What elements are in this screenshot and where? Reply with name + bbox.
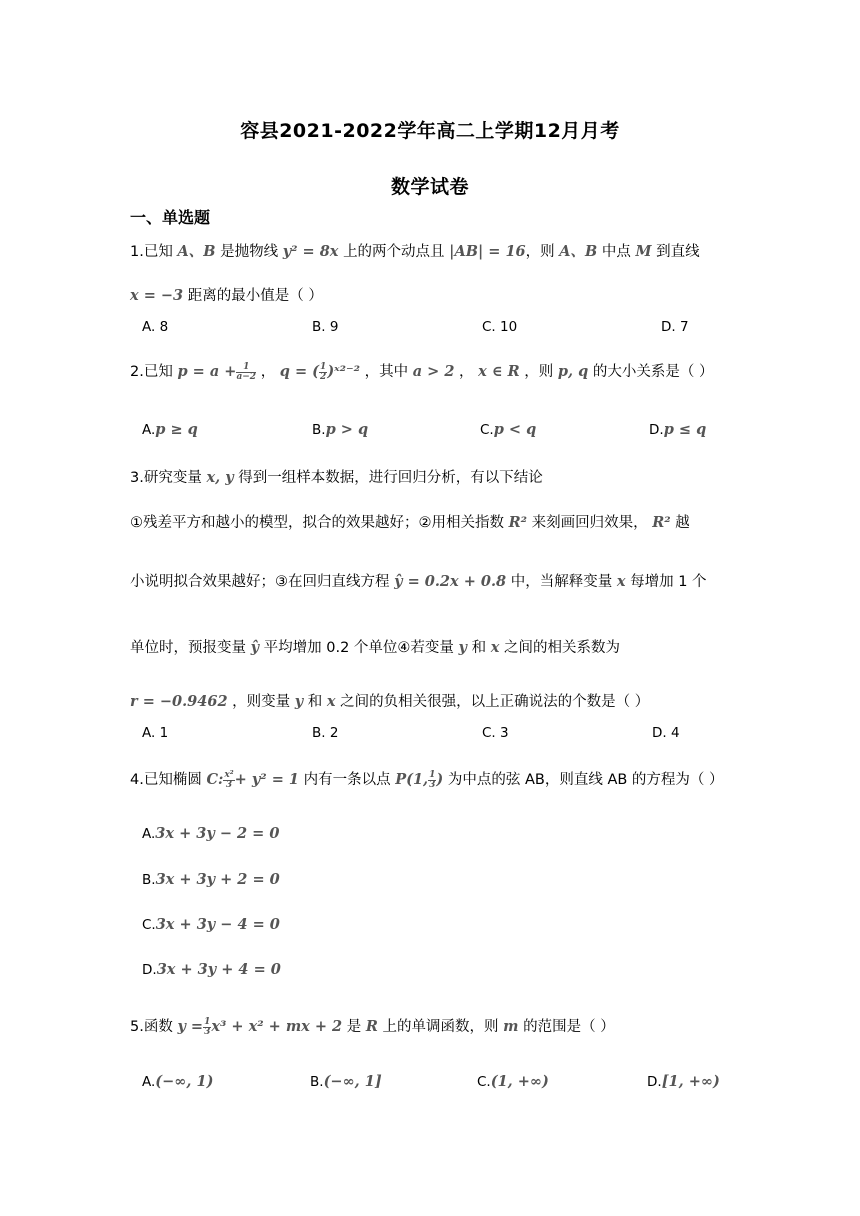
q5-option-c: C.(1, +∞) — [477, 1073, 549, 1090]
q1-line2: x = −3 距离的最小值是（ ） — [130, 287, 323, 304]
q2-option-b: B.p > q — [312, 421, 369, 438]
q3-option-b: B. 2 — [312, 725, 339, 741]
q5-line1: 5.函数 y = $\frac{1}{3}$ x³ + x² + mx + 2 是 R 上的单调函数，则 m 的范围是（ ） — [130, 1016, 615, 1037]
q3-option-d: D. 4 — [652, 725, 680, 741]
section-heading: 一、单选题 — [130, 208, 211, 227]
q3-line2: ①残差平方和越小的模型，拟合的效果越好；②用相关指数 R² 来刻画回归效果， R² 越 — [130, 514, 690, 531]
q3-line3: 小说明拟合效果越好；③在回归直线方程 ŷ = 0.2x + 0.8 中，当解释变量 x 每增加 1 个 — [130, 573, 707, 590]
q4-option-a: A.3x + 3y − 2 = 0 — [142, 825, 280, 842]
q2-option-c: C.p < q — [480, 421, 537, 438]
q2-line1: 2.已知 p = a + $\frac{1}{a-2}$ ， q = ( $\frac{1}{2}$ )ˣ²⁻² ，其中 a > 2 ， x ∈ R ，则 p, q 的大小关系是（ ） — [130, 361, 714, 382]
q1-option-b: B. 9 — [312, 319, 339, 335]
q2-option-a: A.p ≥ q — [142, 421, 198, 438]
q3-line4: 单位时，预报变量 ŷ 平均增加 0.2 个单位④若变量 y 和 x 之间的相关系数为 — [130, 639, 620, 656]
q1-option-d: D. 7 — [661, 319, 689, 335]
q3-line1: 3.研究变量 x, y 得到一组样本数据，进行回归分析，有以下结论 — [130, 469, 543, 486]
q1-line1: 1.已知 A、B 是抛物线 y² = 8x 上的两个动点且 |AB| = 16，则 A、B 中点 M 到直线 — [130, 243, 700, 260]
q1-option-a: A. 8 — [142, 319, 169, 335]
q3-option-a: A. 1 — [142, 725, 169, 741]
q3-line5: r = −0.9462 ，则变量 y 和 x 之间的负相关很强，以上正确说法的个数是（ ） — [130, 693, 650, 710]
q4-option-c: C.3x + 3y − 4 = 0 — [142, 916, 280, 933]
q4-line1: 4.已知椭圆 C: $\frac{\text{x²}}{3}$ + y² = 1 内有一条以点 P(1, $\frac{1}{3}$ ) 为中点的弦 AB，则直线 AB 的方程为（ ） — [130, 769, 724, 790]
q5-option-a: A.(−∞, 1) — [142, 1073, 214, 1090]
q1-option-c: C. 10 — [482, 319, 518, 335]
q2-option-d: D.p ≤ q — [649, 421, 707, 438]
q4-option-d: D.3x + 3y + 4 = 0 — [142, 961, 281, 978]
exam-subtitle: 数学试卷 — [390, 176, 469, 198]
exam-title: 容县2021-2022学年高二上学期12月月考 — [240, 120, 620, 142]
q5-option-d: D.[1, +∞) — [647, 1073, 720, 1090]
q4-option-b: B.3x + 3y + 2 = 0 — [142, 871, 280, 888]
q3-option-c: C. 3 — [482, 725, 509, 741]
q5-option-b: B.(−∞, 1] — [310, 1073, 382, 1090]
